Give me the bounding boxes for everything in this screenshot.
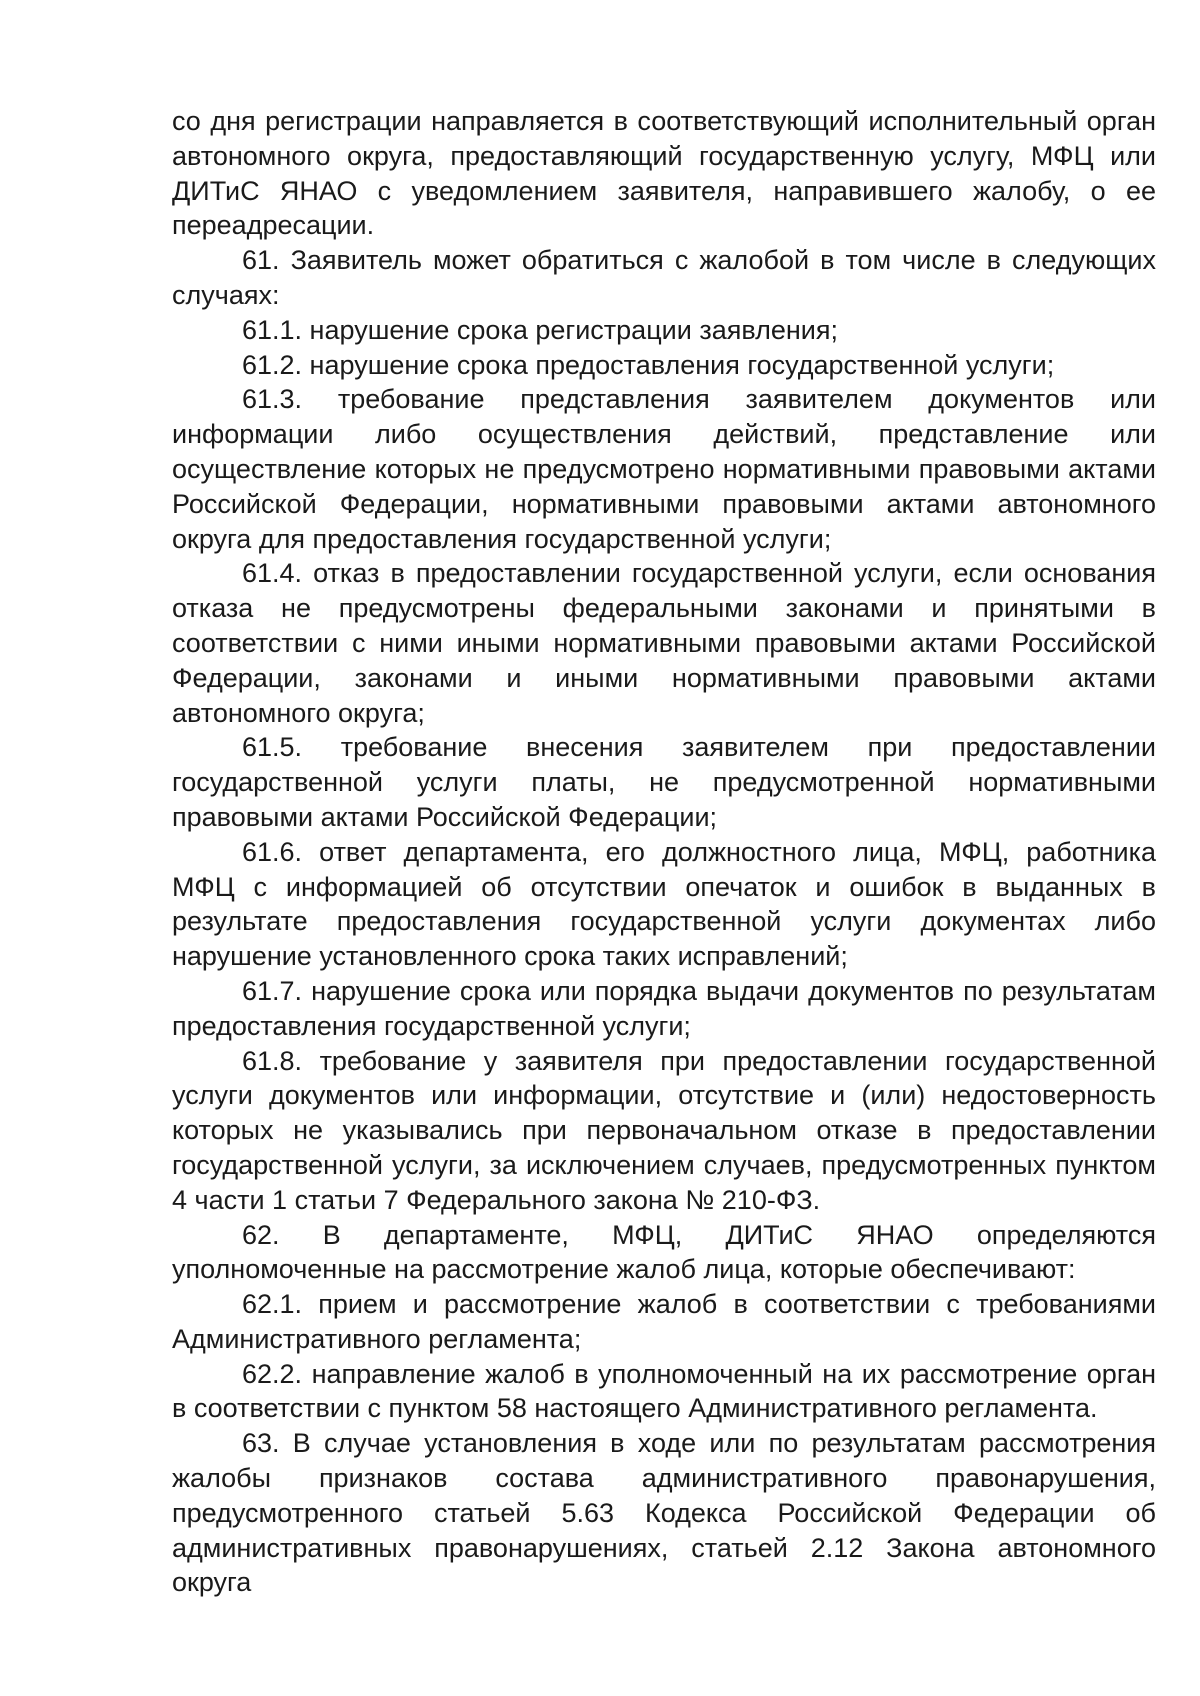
paragraph-61-3: 61.3. требование представления заявителем документов или информации либо осуществления действий, представление или осуществление которых не предусмотрено нормативными правовыми актами Российской Федерации, нормативными правовыми актами автономного округа для предоставления государственной услуги;: [172, 384, 1156, 554]
paragraph-61-8: 61.8. требование у заявителя при предоставлении государственной услуги документов или информации, отсутствие и (или) недостоверность которых не указывались при первоначальном отказе в предоставлении государственной услуги, за исключением случаев, предусмотренных пунктом 4 части 1 статьи 7 Федерального закона № 210-ФЗ.: [172, 1045, 1156, 1215]
paragraph-62: 62. В департаменте, МФЦ, ДИТиС ЯНАО определяются уполномоченные на рассмотрение жалоб лица, которые обеспечивают:: [172, 1219, 1156, 1285]
paragraph-63: 63. В случае установления в ходе или по результатам рассмотрения жалобы признаков состава административного правонарушения, предусмотренного статьей 5.63 Кодекса Российской Федерации об административных правонарушениях, статьей 2.12 Закона автономного округа: [172, 1428, 1156, 1598]
paragraph-62-2: 62.2. направление жалоб в уполномоченный на их рассмотрение орган в соответствии с пунктом 58 настоящего Административного регламента.: [172, 1358, 1156, 1424]
paragraph-61-6: 61.6. ответ департамента, его должностного лица, МФЦ, работника МФЦ с информацией об отсутствии опечаток и ошибок в выданных в результате предоставления государственной услуги документах либо нарушение установленного срока таких исправлений;: [172, 836, 1156, 972]
paragraph-61: 61. Заявитель может обратиться с жалобой в том числе в следующих случаях:: [172, 245, 1156, 310]
document-page: [172, 104, 1156, 1600]
paragraph-61-1: 61.1. нарушение срока регистрации заявления;: [242, 314, 838, 345]
paragraph-62-1: 62.1. прием и рассмотрение жалоб в соответствии с требованиями Административного регламента;: [172, 1289, 1156, 1354]
paragraph-61-2: 61.2. нарушение срока предоставления государственной услуги;: [242, 349, 1055, 380]
paragraph-61-5: 61.5. требование внесения заявителем при предоставлении государственной услуги платы, не предусмотренной нормативными правовыми актами Российской Федерации;: [172, 732, 1156, 832]
paragraph-61-4: 61.4. отказ в предоставлении государственной услуги, если основания отказа не предусмотрены федеральными законами и принятыми в соответствии с ними иными нормативными правовыми актами Российской Федерации, законами и иными нормативными правовыми актами автономного округа;: [172, 558, 1156, 728]
paragraph-61-7: 61.7. нарушение срока или порядка выдачи документов по результатам предоставления государственной услуги;: [172, 975, 1156, 1041]
paragraph-continuation: со дня регистрации направляется в соответствующий исполнительный орган автономного округа, предоставляющий государственную услугу, МФЦ или ДИТиС ЯНАО с уведомлением заявителя, направившего жалобу, о ее переадресации.: [172, 106, 1156, 241]
